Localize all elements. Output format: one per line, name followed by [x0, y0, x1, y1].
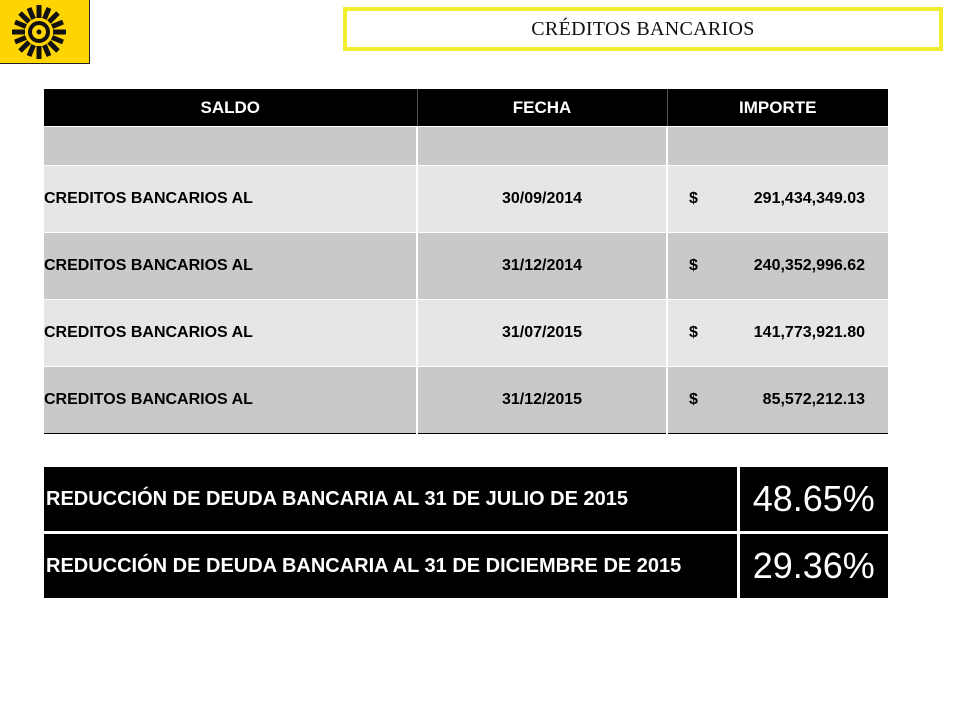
summary-label: REDUCCIÓN DE DEUDA BANCARIA AL 31 DE DICIEMBRE DE 2015 [44, 533, 738, 600]
fecha-cell: 30/09/2014 [417, 166, 667, 233]
currency-symbol: $ [689, 190, 698, 207]
importe-cell [667, 300, 888, 367]
table-row [44, 300, 888, 367]
summary-row [44, 533, 888, 600]
empty-cell [667, 127, 888, 166]
table-row [44, 233, 888, 300]
currency-symbol: $ [689, 324, 698, 341]
fecha-cell: 31/07/2015 [417, 300, 667, 367]
summary-table [44, 467, 888, 601]
table-row [44, 166, 888, 233]
saldo-cell: CREDITOS BANCARIOS AL [44, 233, 417, 300]
fecha-cell: 31/12/2015 [417, 367, 667, 434]
logo [0, 0, 90, 64]
summary-percentage: 29.36% [738, 533, 888, 600]
currency-symbol: $ [689, 391, 698, 408]
importe-value: 85,572,212.13 [762, 391, 865, 408]
saldo-cell: CREDITOS BANCARIOS AL [44, 166, 417, 233]
saldo-cell: CREDITOS BANCARIOS AL [44, 367, 417, 434]
header-importe: IMPORTE [667, 89, 888, 127]
credits-table [44, 89, 888, 434]
importe-cell [667, 166, 888, 233]
header-saldo: SALDO [44, 89, 417, 127]
summary-row [44, 467, 888, 533]
table-header-row [44, 89, 888, 127]
empty-cell [417, 127, 667, 166]
empty-cell [44, 127, 417, 166]
title-box [343, 7, 943, 51]
importe-cell [667, 233, 888, 300]
table-row [44, 367, 888, 434]
importe-value: 240,352,996.62 [753, 257, 865, 274]
importe-value: 291,434,349.03 [753, 190, 865, 207]
page-title: CRÉDITOS BANCARIOS [531, 17, 755, 40]
sun-emblem-icon [0, 0, 90, 64]
summary-label: REDUCCIÓN DE DEUDA BANCARIA AL 31 DE JULIO DE 2015 [44, 467, 738, 533]
header-fecha: FECHA [417, 89, 667, 127]
saldo-cell: CREDITOS BANCARIOS AL [44, 300, 417, 367]
table-row-empty [44, 127, 888, 166]
importe-cell [667, 367, 888, 434]
summary-percentage: 48.65% [738, 467, 888, 533]
fecha-cell: 31/12/2014 [417, 233, 667, 300]
currency-symbol: $ [689, 257, 698, 274]
importe-value: 141,773,921.80 [753, 324, 865, 341]
